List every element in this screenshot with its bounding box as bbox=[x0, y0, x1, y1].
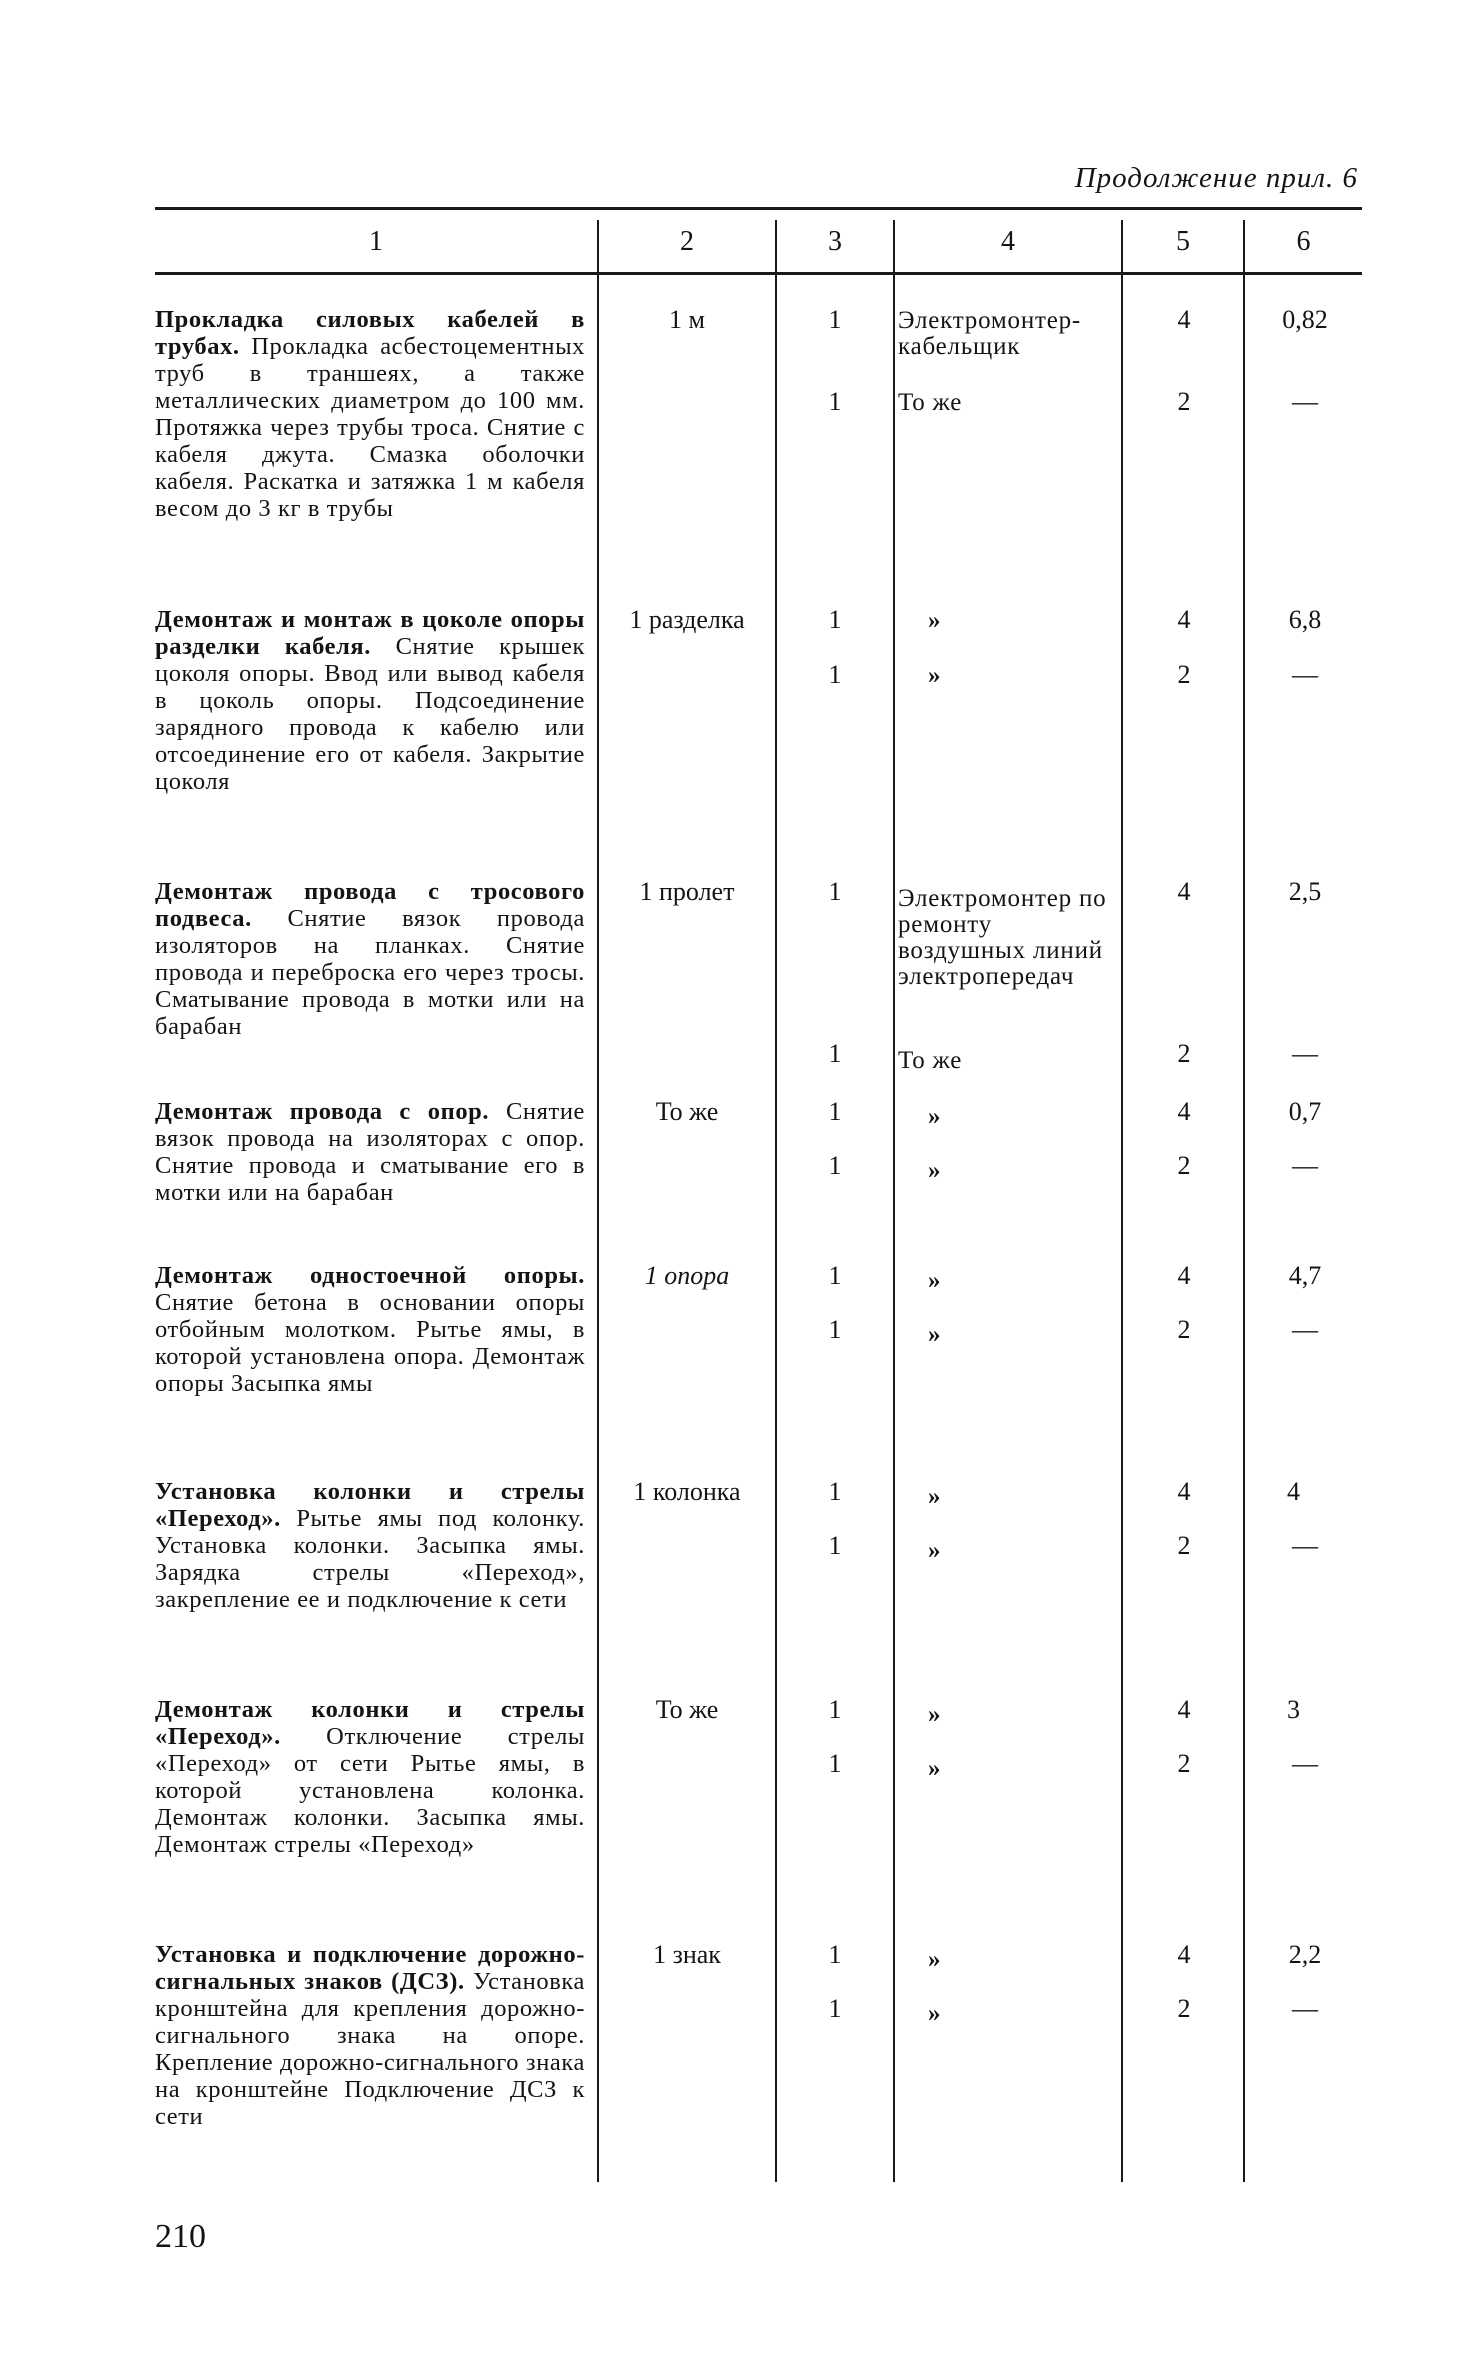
row-2-qty-1: 1 bbox=[828, 605, 842, 634]
row-4-qty-2: 1 bbox=[828, 1151, 842, 1180]
ditto-mark: » bbox=[928, 1483, 942, 1510]
row-5-worker-1 bbox=[898, 1268, 1120, 1294]
row-2-worker-2 bbox=[898, 663, 1120, 689]
row-1-qty-1: 1 bbox=[828, 305, 842, 334]
row-7-grade-1: 4 bbox=[1177, 1695, 1191, 1724]
row-2-norm-1: 6,8 bbox=[1288, 605, 1322, 634]
row-3-grade-1: 4 bbox=[1177, 877, 1191, 906]
row-1-worker-1: Электромонтер-кабельщик bbox=[898, 307, 1082, 360]
row-8-title: Установка и подключение дорожно-сигнальных знаков (ДСЗ). bbox=[155, 1941, 585, 1995]
row-5-qty-2: 1 bbox=[828, 1315, 842, 1344]
column-divider bbox=[1243, 220, 1245, 2182]
row-7-description bbox=[155, 1696, 585, 1858]
row-3-worker-2: То же bbox=[898, 1047, 963, 1074]
row-5-text: Снятие бетона в основании опоры отбойным молотком. Рытье ямы, в которой установлена опора. Демонтаж опоры Засыпка ямы bbox=[155, 1289, 585, 1397]
row-8-worker-2 bbox=[898, 2001, 1120, 2027]
row-3-norm-2: — bbox=[1292, 1039, 1318, 1068]
row-5-worker-2 bbox=[898, 1322, 1120, 1348]
row-6-description bbox=[155, 1478, 585, 1613]
ditto-mark: » bbox=[928, 662, 942, 689]
row-8-norm-2: — bbox=[1292, 1994, 1318, 2023]
row-1-text: Прокладка асбестоцементных труб в траншеях, а также металлических диаметром до 100 мм. Протяжка через трубы троса. Снятие с кабеля джута. Смазка оболочки кабеля. Раскатка и затяжка 1 м кабеля весом до 3 кг в трубы bbox=[155, 333, 585, 522]
row-1-grade-1: 4 bbox=[1177, 305, 1191, 334]
row-1-worker-2: То же bbox=[898, 389, 963, 416]
running-head: Продолжение прил. 6 bbox=[1074, 162, 1358, 194]
column-header-3: 3 bbox=[828, 226, 842, 257]
row-2-grade-1: 4 bbox=[1177, 605, 1191, 634]
row-5-title: Демонтаж одностоечной опоры. bbox=[155, 1262, 585, 1289]
row-3-unit: 1 пролет bbox=[639, 877, 735, 906]
row-7-title: Демонтаж колонки и стрелы «Переход». bbox=[155, 1696, 585, 1750]
row-7-grade-2: 2 bbox=[1177, 1749, 1191, 1778]
row-1-norm-1: 0,82 bbox=[1282, 305, 1328, 334]
row-2-text: Снятие крышек цоколя опоры. Ввод или вывод кабеля в цоколь опоры. Подсоединение зарядного провода к кабелю или отсоединение его от кабеля. Закрытие цоколя bbox=[155, 633, 585, 795]
row-5-grade-1: 4 bbox=[1177, 1261, 1191, 1290]
ditto-mark: » bbox=[928, 1103, 942, 1130]
row-1-description bbox=[155, 306, 585, 522]
row-6-unit: 1 колонка bbox=[633, 1477, 741, 1506]
row-8-text: Установка кронштейна для крепления дорожно-сигнального знака на опоре. Крепление дорожно-сигнального знака на кронштейне Подключение ДСЗ к сети bbox=[155, 1968, 585, 2130]
row-6-grade-2: 2 bbox=[1177, 1531, 1191, 1560]
row-2-qty-2: 1 bbox=[828, 660, 842, 689]
row-4-grade-1: 4 bbox=[1177, 1097, 1191, 1126]
row-2-norm-2: — bbox=[1292, 660, 1318, 689]
row-7-norm-1: 3 bbox=[1287, 1695, 1300, 1724]
table-top-rule bbox=[155, 207, 1362, 210]
ditto-mark: » bbox=[928, 1267, 942, 1294]
row-4-title: Демонтаж провода с опор. bbox=[155, 1098, 490, 1125]
row-5-norm-1: 4,7 bbox=[1288, 1261, 1322, 1290]
ditto-mark: » bbox=[928, 1321, 942, 1348]
row-4-qty-1: 1 bbox=[828, 1097, 842, 1126]
row-3-norm-1: 2,5 bbox=[1288, 877, 1322, 906]
row-8-unit: 1 знак bbox=[653, 1940, 721, 1969]
header-bottom-rule bbox=[155, 272, 1362, 275]
row-4-text: Снятие вязок провода на изоляторах с опор. Снятие провода и сматывание его в мотки или на барабан bbox=[155, 1098, 585, 1206]
column-header-1: 1 bbox=[369, 226, 383, 257]
row-2-worker-1 bbox=[898, 608, 1120, 634]
row-1-grade-2: 2 bbox=[1177, 387, 1191, 416]
row-3-title: Демонтаж провода с тросового подвеса. bbox=[155, 878, 585, 932]
row-8-norm-1: 2,2 bbox=[1288, 1940, 1322, 1969]
row-6-qty-2: 1 bbox=[828, 1531, 842, 1560]
row-7-worker-1 bbox=[898, 1702, 1120, 1728]
row-7-norm-2: — bbox=[1292, 1749, 1318, 1778]
page-number: 210 bbox=[155, 2218, 206, 2255]
row-2-title: Демонтаж и монтаж в цоколе опоры разделки кабеля. bbox=[155, 606, 585, 660]
ditto-mark: » bbox=[928, 607, 942, 634]
row-6-grade-1: 4 bbox=[1177, 1477, 1191, 1506]
row-8-qty-1: 1 bbox=[828, 1940, 842, 1969]
ditto-mark: » bbox=[928, 1157, 942, 1184]
row-5-qty-1: 1 bbox=[828, 1261, 842, 1290]
column-header-2: 2 bbox=[680, 226, 694, 257]
row-3-qty-2: 1 bbox=[828, 1039, 842, 1068]
row-6-worker-2 bbox=[898, 1538, 1120, 1564]
row-7-qty-2: 1 bbox=[828, 1749, 842, 1778]
column-divider bbox=[775, 220, 777, 2182]
ditto-mark: » bbox=[928, 1946, 942, 1973]
row-1-norm-2: — bbox=[1292, 387, 1318, 416]
row-4-worker-2 bbox=[898, 1158, 1120, 1184]
row-6-qty-1: 1 bbox=[828, 1477, 842, 1506]
row-4-norm-2: — bbox=[1292, 1151, 1318, 1180]
row-8-worker-1 bbox=[898, 1947, 1120, 1973]
row-5-grade-2: 2 bbox=[1177, 1315, 1191, 1344]
column-divider bbox=[597, 220, 599, 2182]
row-7-qty-1: 1 bbox=[828, 1695, 842, 1724]
row-4-worker-1 bbox=[898, 1104, 1120, 1130]
row-6-norm-1: 4 bbox=[1287, 1477, 1300, 1506]
row-7-unit: То же bbox=[655, 1695, 719, 1724]
row-8-grade-2: 2 bbox=[1177, 1994, 1191, 2023]
row-5-description bbox=[155, 1262, 585, 1397]
row-7-text: Отключение стрелы «Переход» от сети Рытье ямы, в которой установлена колонка. Демонтаж колонки. Засыпка ямы. Демонтаж стрелы «Переход» bbox=[155, 1723, 585, 1858]
row-1-qty-2: 1 bbox=[828, 387, 842, 416]
column-divider bbox=[893, 220, 895, 2182]
row-5-norm-2: — bbox=[1292, 1315, 1318, 1344]
row-6-text: Рытье ямы под колонку. Установка колонки. Засыпка ямы. Зарядка стрелы «Переход», закрепление ее и подключение к сети bbox=[155, 1505, 585, 1613]
row-3-text: Снятие вязок провода изоляторов на планках. Снятие провода и переброска его через тросы. Сматывание провода в мотки или на барабан bbox=[155, 905, 585, 1040]
ditto-mark: » bbox=[928, 1701, 942, 1728]
ditto-mark: » bbox=[928, 1755, 942, 1782]
row-4-grade-2: 2 bbox=[1177, 1151, 1191, 1180]
ditto-mark: » bbox=[928, 2000, 942, 2027]
row-8-grade-1: 4 bbox=[1177, 1940, 1191, 1969]
row-5-unit: 1 опора bbox=[644, 1261, 730, 1290]
row-2-unit: 1 разделка bbox=[629, 605, 745, 634]
column-header-5: 5 bbox=[1176, 226, 1190, 257]
row-2-description bbox=[155, 606, 585, 795]
row-3-description bbox=[155, 878, 585, 1040]
row-8-description bbox=[155, 1941, 585, 2130]
row-3-qty-1: 1 bbox=[828, 877, 842, 906]
row-8-qty-2: 1 bbox=[828, 1994, 842, 2023]
column-header-4: 4 bbox=[1001, 226, 1015, 257]
row-4-description bbox=[155, 1098, 585, 1206]
column-header-6: 6 bbox=[1296, 226, 1311, 257]
row-1-unit: 1 м bbox=[669, 305, 705, 334]
row-3-worker-1: Электромонтер по ремонту воздушных линий электропередач bbox=[898, 885, 1107, 990]
row-4-norm-1: 0,7 bbox=[1288, 1097, 1322, 1126]
row-7-worker-2 bbox=[898, 1756, 1120, 1782]
row-3-grade-2: 2 bbox=[1177, 1039, 1191, 1068]
row-6-norm-2: — bbox=[1292, 1531, 1318, 1560]
row-4-unit: То же bbox=[655, 1097, 719, 1126]
row-1-title: Прокладка силовых кабелей в трубах. bbox=[155, 306, 585, 360]
row-2-grade-2: 2 bbox=[1177, 660, 1191, 689]
row-6-worker-1 bbox=[898, 1484, 1120, 1510]
row-6-title: Установка колонки и стрелы «Переход». bbox=[155, 1478, 585, 1532]
ditto-mark: » bbox=[928, 1537, 942, 1564]
column-divider bbox=[1121, 220, 1123, 2182]
